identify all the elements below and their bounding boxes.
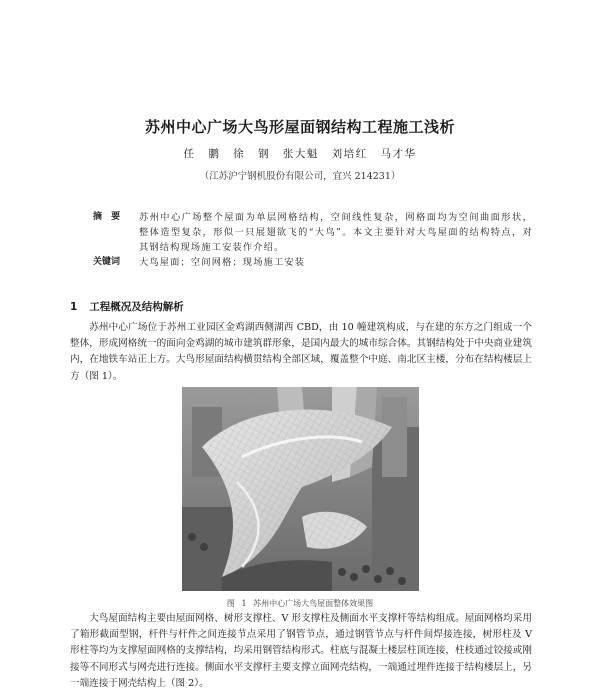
- section-heading: [70, 299, 184, 314]
- figure-caption: 图 1 苏州中心广场大鸟屋面整体效果图: [226, 599, 374, 608]
- keywords-text: 大鸟屋面；空间网格；现场施工安装: [139, 257, 306, 268]
- abstract-label: 摘 要: [93, 212, 124, 222]
- abstract-text: 苏州中心广场整个屋面为单层网格结构，空间线性复杂，网格面均为空间曲面形状，整体造型复杂，形似一只展翅欲飞的“大鸟”。本文主要针对大鸟屋面的结构特点，对其钢结构现场施工安装作介绍。: [139, 212, 533, 253]
- figure-image-illustration: [182, 387, 419, 591]
- abstract-row: [93, 210, 533, 255]
- affiliation: （江苏沪宁钢机股份有限公司，宜兴 214231）: [199, 171, 401, 182]
- body-paragraph-2: 大鸟屋面结构主要由屋面网格、树形支撑柱、V 形支撑柱及侧面水平支撑杆等结构组成。屋面网格均采用了箱形截面型钢，杆件与杆件之间连接节点采用了钢管节点，通过钢管节点与杆件间焊接连接，树形柱及 V 形柱等均为支撑屋面网格的支撑结构，均采用钢管结构形式。柱底与混凝土楼层柱顶连接，柱枝通过铰接或刚接等不同形式与网壳进行连接。侧面水平支撑杆主要支撑立面网壳结构，一端通过埋件连接于结构楼层上，另一端连接于网壳结构上（图 2）。: [70, 613, 532, 689]
- section-title: 工程概况及结构解析: [89, 301, 184, 313]
- paper-title: 苏州中心广场大鸟形屋面钢结构工程施工浅析: [144, 118, 455, 136]
- figure-aerial-photo: [182, 387, 419, 591]
- abstract-block: [93, 210, 533, 270]
- keywords-row: [93, 255, 533, 270]
- author-list: 任 鹏 徐 钢 张大魁 刘培红 马才华: [183, 148, 417, 160]
- body-paragraph-1: 苏州中心广场位于苏州工业园区金鸡湖西侧湖西 CBD，由 10 幢建筑构成，与在建的东方之门组成一个整体，形成网格统一的面向金鸡湖的城市建筑群形象，是国内最大的城市综合体。其钢结构处于中央商业建筑内，在地铁车站正上方。大鸟形屋面结构横贯结构全部区域，覆盖整个中庭、南北区主楼，分布在结构楼层上方（图 1）。: [70, 322, 532, 382]
- section-number: 1: [70, 301, 78, 313]
- keywords-label: 关键词: [93, 257, 121, 267]
